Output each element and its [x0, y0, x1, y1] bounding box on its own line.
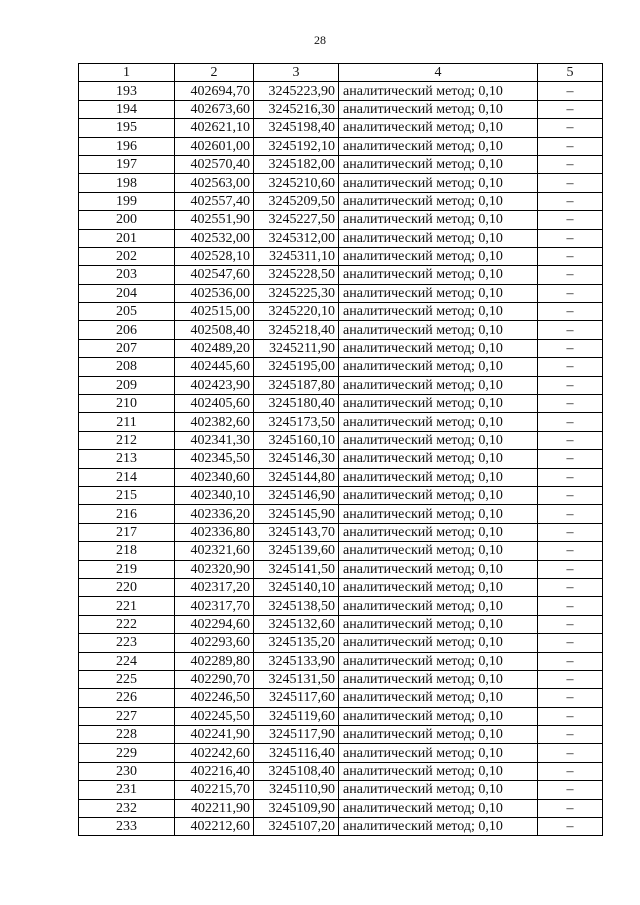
point-number-cell: 232	[79, 799, 175, 817]
table-row	[79, 744, 603, 762]
table-row	[79, 781, 603, 799]
table-row	[79, 468, 603, 486]
x-coordinate-cell: 402317,20	[175, 578, 254, 596]
method-accuracy-cell: аналитический метод; 0,10	[339, 542, 538, 560]
note-cell: –	[538, 82, 603, 100]
y-coordinate-cell: 3245210,60	[254, 174, 339, 192]
point-number-cell: 224	[79, 652, 175, 670]
note-cell: –	[538, 247, 603, 265]
method-accuracy-cell: аналитический метод; 0,10	[339, 578, 538, 596]
point-number-cell: 225	[79, 670, 175, 688]
method-accuracy-cell: аналитический метод; 0,10	[339, 266, 538, 284]
point-number-cell: 223	[79, 634, 175, 652]
x-coordinate-cell: 402320,90	[175, 560, 254, 578]
note-cell: –	[538, 597, 603, 615]
note-cell: –	[538, 450, 603, 468]
y-coordinate-cell: 3245131,50	[254, 670, 339, 688]
note-cell: –	[538, 376, 603, 394]
note-cell: –	[538, 339, 603, 357]
note-cell: –	[538, 137, 603, 155]
table-row	[79, 450, 603, 468]
method-accuracy-cell: аналитический метод; 0,10	[339, 358, 538, 376]
point-number-cell: 195	[79, 119, 175, 137]
x-coordinate-cell: 402289,80	[175, 652, 254, 670]
header-col-3: 3	[254, 64, 339, 82]
x-coordinate-cell: 402336,80	[175, 523, 254, 541]
table-row	[79, 339, 603, 357]
y-coordinate-cell: 3245220,10	[254, 303, 339, 321]
y-coordinate-cell: 3245182,00	[254, 155, 339, 173]
table-row	[79, 689, 603, 707]
note-cell: –	[538, 229, 603, 247]
method-accuracy-cell: аналитический метод; 0,10	[339, 339, 538, 357]
table-header-row	[79, 64, 603, 82]
y-coordinate-cell: 3245141,50	[254, 560, 339, 578]
table-row	[79, 670, 603, 688]
point-number-cell: 200	[79, 211, 175, 229]
note-cell: –	[538, 395, 603, 413]
note-cell: –	[538, 413, 603, 431]
x-coordinate-cell: 402216,40	[175, 762, 254, 780]
method-accuracy-cell: аналитический метод; 0,10	[339, 560, 538, 578]
x-coordinate-cell: 402345,50	[175, 450, 254, 468]
y-coordinate-cell: 3245312,00	[254, 229, 339, 247]
x-coordinate-cell: 402293,60	[175, 634, 254, 652]
method-accuracy-cell: аналитический метод; 0,10	[339, 119, 538, 137]
x-coordinate-cell: 402508,40	[175, 321, 254, 339]
table-row	[79, 486, 603, 504]
y-coordinate-cell: 3245108,40	[254, 762, 339, 780]
table-row	[79, 597, 603, 615]
note-cell: –	[538, 689, 603, 707]
table-row	[79, 818, 603, 836]
note-cell: –	[538, 634, 603, 652]
note-cell: –	[538, 100, 603, 118]
note-cell: –	[538, 468, 603, 486]
note-cell: –	[538, 284, 603, 302]
table-row	[79, 615, 603, 633]
point-number-cell: 212	[79, 431, 175, 449]
header-col-2: 2	[175, 64, 254, 82]
x-coordinate-cell: 402340,60	[175, 468, 254, 486]
method-accuracy-cell: аналитический метод; 0,10	[339, 284, 538, 302]
point-number-cell: 206	[79, 321, 175, 339]
table-row	[79, 560, 603, 578]
method-accuracy-cell: аналитический метод; 0,10	[339, 505, 538, 523]
table-row	[79, 321, 603, 339]
y-coordinate-cell: 3245144,80	[254, 468, 339, 486]
y-coordinate-cell: 3245311,10	[254, 247, 339, 265]
method-accuracy-cell: аналитический метод; 0,10	[339, 523, 538, 541]
table-body	[79, 82, 603, 836]
method-accuracy-cell: аналитический метод; 0,10	[339, 376, 538, 394]
method-accuracy-cell: аналитический метод; 0,10	[339, 395, 538, 413]
x-coordinate-cell: 402241,90	[175, 726, 254, 744]
x-coordinate-cell: 402694,70	[175, 82, 254, 100]
y-coordinate-cell: 3245187,80	[254, 376, 339, 394]
table-row	[79, 266, 603, 284]
point-number-cell: 203	[79, 266, 175, 284]
point-number-cell: 197	[79, 155, 175, 173]
y-coordinate-cell: 3245145,90	[254, 505, 339, 523]
point-number-cell: 221	[79, 597, 175, 615]
note-cell: –	[538, 486, 603, 504]
table-row	[79, 542, 603, 560]
x-coordinate-cell: 402570,40	[175, 155, 254, 173]
x-coordinate-cell: 402551,90	[175, 211, 254, 229]
y-coordinate-cell: 3245173,50	[254, 413, 339, 431]
y-coordinate-cell: 3245117,60	[254, 689, 339, 707]
y-coordinate-cell: 3245223,90	[254, 82, 339, 100]
x-coordinate-cell: 402423,90	[175, 376, 254, 394]
y-coordinate-cell: 3245227,50	[254, 211, 339, 229]
point-number-cell: 211	[79, 413, 175, 431]
y-coordinate-cell: 3245132,60	[254, 615, 339, 633]
point-number-cell: 207	[79, 339, 175, 357]
note-cell: –	[538, 211, 603, 229]
table-row	[79, 192, 603, 210]
note-cell: –	[538, 726, 603, 744]
x-coordinate-cell: 402547,60	[175, 266, 254, 284]
note-cell: –	[538, 578, 603, 596]
table-row	[79, 413, 603, 431]
note-cell: –	[538, 303, 603, 321]
point-number-cell: 227	[79, 707, 175, 725]
table-row	[79, 707, 603, 725]
method-accuracy-cell: аналитический метод; 0,10	[339, 634, 538, 652]
x-coordinate-cell: 402673,60	[175, 100, 254, 118]
table-row	[79, 726, 603, 744]
point-number-cell: 208	[79, 358, 175, 376]
page-number: 28	[314, 33, 326, 47]
note-cell: –	[538, 670, 603, 688]
method-accuracy-cell: аналитический метод; 0,10	[339, 431, 538, 449]
point-number-cell: 231	[79, 781, 175, 799]
point-number-cell: 226	[79, 689, 175, 707]
x-coordinate-cell: 402532,00	[175, 229, 254, 247]
method-accuracy-cell: аналитический метод; 0,10	[339, 799, 538, 817]
method-accuracy-cell: аналитический метод; 0,10	[339, 192, 538, 210]
y-coordinate-cell: 3245110,90	[254, 781, 339, 799]
y-coordinate-cell: 3245117,90	[254, 726, 339, 744]
note-cell: –	[538, 707, 603, 725]
x-coordinate-cell: 402242,60	[175, 744, 254, 762]
point-number-cell: 218	[79, 542, 175, 560]
note-cell: –	[538, 744, 603, 762]
y-coordinate-cell: 3245146,90	[254, 486, 339, 504]
x-coordinate-cell: 402212,60	[175, 818, 254, 836]
point-number-cell: 216	[79, 505, 175, 523]
point-number-cell: 233	[79, 818, 175, 836]
point-number-cell: 209	[79, 376, 175, 394]
note-cell: –	[538, 321, 603, 339]
x-coordinate-cell: 402341,30	[175, 431, 254, 449]
x-coordinate-cell: 402340,10	[175, 486, 254, 504]
y-coordinate-cell: 3245140,10	[254, 578, 339, 596]
note-cell: –	[538, 781, 603, 799]
point-number-cell: 228	[79, 726, 175, 744]
point-number-cell: 229	[79, 744, 175, 762]
note-cell: –	[538, 818, 603, 836]
table-row	[79, 376, 603, 394]
note-cell: –	[538, 174, 603, 192]
table-row	[79, 100, 603, 118]
table-row	[79, 358, 603, 376]
y-coordinate-cell: 3245119,60	[254, 707, 339, 725]
y-coordinate-cell: 3245116,40	[254, 744, 339, 762]
note-cell: –	[538, 192, 603, 210]
header-col-1: 1	[79, 64, 175, 82]
method-accuracy-cell: аналитический метод; 0,10	[339, 174, 538, 192]
table-row	[79, 119, 603, 137]
y-coordinate-cell: 3245195,00	[254, 358, 339, 376]
note-cell: –	[538, 505, 603, 523]
method-accuracy-cell: аналитический метод; 0,10	[339, 726, 538, 744]
note-cell: –	[538, 155, 603, 173]
method-accuracy-cell: аналитический метод; 0,10	[339, 137, 538, 155]
x-coordinate-cell: 402211,90	[175, 799, 254, 817]
y-coordinate-cell: 3245228,50	[254, 266, 339, 284]
note-cell: –	[538, 358, 603, 376]
point-number-cell: 205	[79, 303, 175, 321]
method-accuracy-cell: аналитический метод; 0,10	[339, 468, 538, 486]
y-coordinate-cell: 3245138,50	[254, 597, 339, 615]
point-number-cell: 215	[79, 486, 175, 504]
x-coordinate-cell: 402557,40	[175, 192, 254, 210]
table-row	[79, 247, 603, 265]
table-row	[79, 395, 603, 413]
note-cell: –	[538, 799, 603, 817]
table-row	[79, 634, 603, 652]
note-cell: –	[538, 119, 603, 137]
method-accuracy-cell: аналитический метод; 0,10	[339, 818, 538, 836]
method-accuracy-cell: аналитический метод; 0,10	[339, 597, 538, 615]
note-cell: –	[538, 762, 603, 780]
method-accuracy-cell: аналитический метод; 0,10	[339, 321, 538, 339]
table-row	[79, 303, 603, 321]
point-number-cell: 222	[79, 615, 175, 633]
point-number-cell: 204	[79, 284, 175, 302]
y-coordinate-cell: 3245107,20	[254, 818, 339, 836]
point-number-cell: 214	[79, 468, 175, 486]
x-coordinate-cell: 402290,70	[175, 670, 254, 688]
header-col-4: 4	[339, 64, 538, 82]
x-coordinate-cell: 402336,20	[175, 505, 254, 523]
y-coordinate-cell: 3245192,10	[254, 137, 339, 155]
x-coordinate-cell: 402528,10	[175, 247, 254, 265]
x-coordinate-cell: 402489,20	[175, 339, 254, 357]
x-coordinate-cell: 402382,60	[175, 413, 254, 431]
x-coordinate-cell: 402536,00	[175, 284, 254, 302]
method-accuracy-cell: аналитический метод; 0,10	[339, 82, 538, 100]
method-accuracy-cell: аналитический метод; 0,10	[339, 155, 538, 173]
note-cell: –	[538, 615, 603, 633]
note-cell: –	[538, 542, 603, 560]
table-row	[79, 762, 603, 780]
y-coordinate-cell: 3245225,30	[254, 284, 339, 302]
y-coordinate-cell: 3245160,10	[254, 431, 339, 449]
method-accuracy-cell: аналитический метод; 0,10	[339, 744, 538, 762]
point-number-cell: 193	[79, 82, 175, 100]
point-number-cell: 198	[79, 174, 175, 192]
method-accuracy-cell: аналитический метод; 0,10	[339, 303, 538, 321]
point-number-cell: 199	[79, 192, 175, 210]
method-accuracy-cell: аналитический метод; 0,10	[339, 615, 538, 633]
method-accuracy-cell: аналитический метод; 0,10	[339, 229, 538, 247]
point-number-cell: 196	[79, 137, 175, 155]
table-row	[79, 284, 603, 302]
method-accuracy-cell: аналитический метод; 0,10	[339, 652, 538, 670]
x-coordinate-cell: 402317,70	[175, 597, 254, 615]
point-number-cell: 213	[79, 450, 175, 468]
x-coordinate-cell: 402445,60	[175, 358, 254, 376]
method-accuracy-cell: аналитический метод; 0,10	[339, 707, 538, 725]
method-accuracy-cell: аналитический метод; 0,10	[339, 413, 538, 431]
x-coordinate-cell: 402405,60	[175, 395, 254, 413]
point-number-cell: 194	[79, 100, 175, 118]
x-coordinate-cell: 402515,00	[175, 303, 254, 321]
table-row	[79, 505, 603, 523]
method-accuracy-cell: аналитический метод; 0,10	[339, 100, 538, 118]
table-row	[79, 578, 603, 596]
point-number-cell: 202	[79, 247, 175, 265]
table-row	[79, 211, 603, 229]
point-number-cell: 210	[79, 395, 175, 413]
header-col-5: 5	[538, 64, 603, 82]
y-coordinate-cell: 3245135,20	[254, 634, 339, 652]
x-coordinate-cell: 402246,50	[175, 689, 254, 707]
note-cell: –	[538, 523, 603, 541]
x-coordinate-cell: 402294,60	[175, 615, 254, 633]
y-coordinate-cell: 3245109,90	[254, 799, 339, 817]
y-coordinate-cell: 3245143,70	[254, 523, 339, 541]
table-row	[79, 174, 603, 192]
table-row	[79, 229, 603, 247]
note-cell: –	[538, 560, 603, 578]
table-row	[79, 652, 603, 670]
x-coordinate-cell: 402601,00	[175, 137, 254, 155]
table-row	[79, 523, 603, 541]
x-coordinate-cell: 402563,00	[175, 174, 254, 192]
x-coordinate-cell: 402621,10	[175, 119, 254, 137]
y-coordinate-cell: 3245180,40	[254, 395, 339, 413]
method-accuracy-cell: аналитический метод; 0,10	[339, 450, 538, 468]
method-accuracy-cell: аналитический метод; 0,10	[339, 247, 538, 265]
y-coordinate-cell: 3245211,90	[254, 339, 339, 357]
point-number-cell: 201	[79, 229, 175, 247]
method-accuracy-cell: аналитический метод; 0,10	[339, 689, 538, 707]
y-coordinate-cell: 3245218,40	[254, 321, 339, 339]
table-row	[79, 155, 603, 173]
note-cell: –	[538, 431, 603, 449]
method-accuracy-cell: аналитический метод; 0,10	[339, 781, 538, 799]
table-row	[79, 799, 603, 817]
y-coordinate-cell: 3245139,60	[254, 542, 339, 560]
coordinates-table	[78, 63, 603, 836]
table-row	[79, 82, 603, 100]
point-number-cell: 219	[79, 560, 175, 578]
x-coordinate-cell: 402245,50	[175, 707, 254, 725]
note-cell: –	[538, 266, 603, 284]
point-number-cell: 230	[79, 762, 175, 780]
y-coordinate-cell: 3245146,30	[254, 450, 339, 468]
coordinates-table-container	[78, 63, 602, 836]
table-row	[79, 431, 603, 449]
point-number-cell: 217	[79, 523, 175, 541]
method-accuracy-cell: аналитический метод; 0,10	[339, 762, 538, 780]
y-coordinate-cell: 3245209,50	[254, 192, 339, 210]
point-number-cell: 220	[79, 578, 175, 596]
method-accuracy-cell: аналитический метод; 0,10	[339, 670, 538, 688]
y-coordinate-cell: 3245133,90	[254, 652, 339, 670]
x-coordinate-cell: 402321,60	[175, 542, 254, 560]
y-coordinate-cell: 3245216,30	[254, 100, 339, 118]
note-cell: –	[538, 652, 603, 670]
y-coordinate-cell: 3245198,40	[254, 119, 339, 137]
method-accuracy-cell: аналитический метод; 0,10	[339, 211, 538, 229]
table-row	[79, 137, 603, 155]
x-coordinate-cell: 402215,70	[175, 781, 254, 799]
method-accuracy-cell: аналитический метод; 0,10	[339, 486, 538, 504]
